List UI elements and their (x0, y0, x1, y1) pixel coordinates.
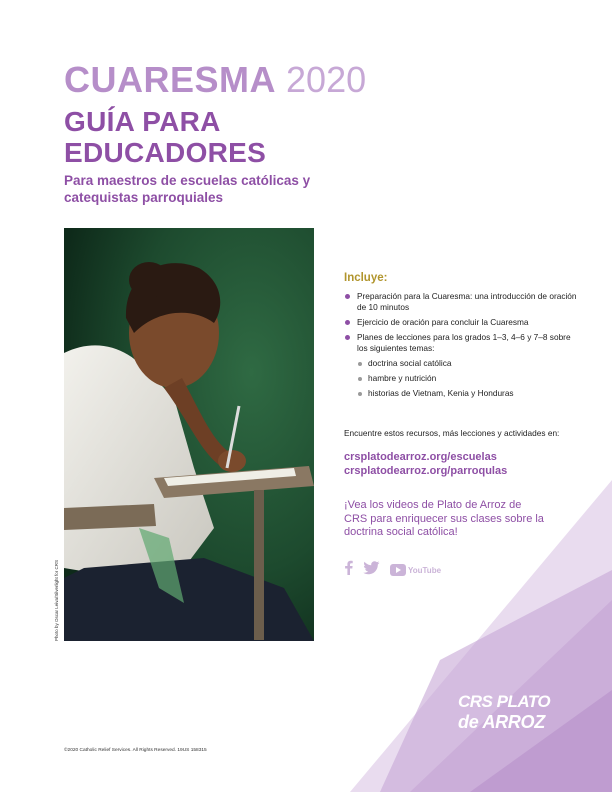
list-item (344, 332, 580, 399)
youtube-icon[interactable] (390, 564, 441, 576)
includes-list (344, 291, 580, 403)
social-links (344, 562, 441, 578)
page-title: GUÍA PARA EDUCADORES (64, 106, 267, 168)
link-parroquias[interactable]: crsplatodearroz.org/parroqulas (344, 465, 508, 477)
includes-heading: Incluye: (344, 272, 388, 284)
list-item-text: Planes de lecciones para los grados 1–3, 4–6 y 7–8 sobre los siguientes temas: (357, 332, 571, 353)
youtube-label: YouTube (408, 565, 442, 575)
logo-line1: CRS PLATO (458, 692, 551, 711)
sublist-item: historias de Vietnam, Kenia y Honduras (357, 388, 580, 399)
list-item: Ejercicio de oración para concluir la Cuaresma (344, 317, 580, 328)
title-year: 2020 (286, 59, 367, 100)
video-callout: ¡Vea los videos de Plato de Arroz de CRS para enriquecer sus clases sobre la doctrina social católica! (344, 499, 544, 538)
sublist-item: doctrina social católica (357, 358, 580, 369)
subtitle: Para maestros de escuelas católicas y catequistas parroquiales (64, 173, 311, 205)
student-photo (64, 228, 314, 641)
photo-credit: Photo by Oscar Leiva/Silverlight for CRS (54, 559, 59, 641)
twitter-icon[interactable] (363, 561, 380, 580)
title-line (64, 60, 366, 100)
facebook-icon[interactable] (344, 560, 353, 580)
plato-de-arroz-logo (458, 692, 568, 738)
title-cuaresma: CUARESMA (64, 59, 277, 100)
resources-text: Encuentre estos recursos, más lecciones y actividades en: (344, 428, 560, 438)
topics-sublist (357, 358, 580, 399)
link-escuelas[interactable]: crsplatodearroz.org/escuelas (344, 451, 497, 463)
sublist-item: hambre y nutrición (357, 373, 580, 384)
copyright: ©2020 Catholic Relief Services. All Rights Reserved. 19US 158315 (64, 748, 207, 753)
list-item: Preparación para la Cuaresma: una introducción de oración de 10 minutos (344, 291, 580, 313)
logo-line2: de ARROZ (458, 712, 545, 732)
